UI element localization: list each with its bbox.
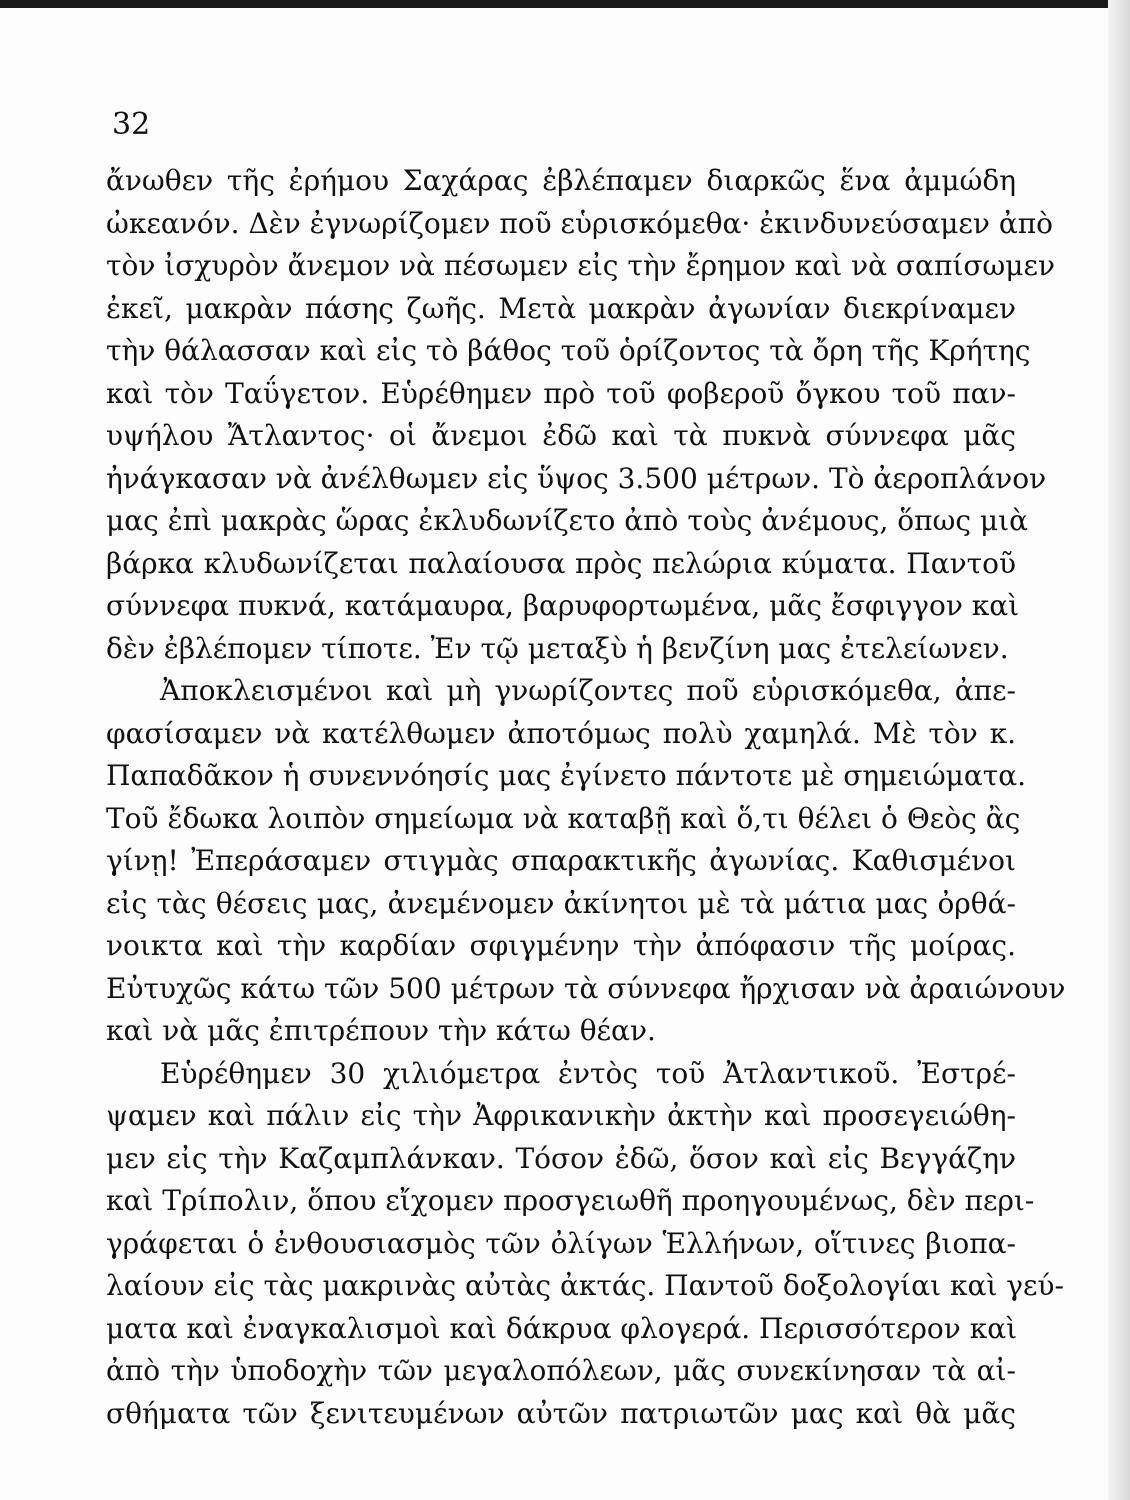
text-line: φασίσαμεν νὰ κατέλθωμεν ἀποτόμως πολὺ χαμηλά. Μὲ τὸν κ. bbox=[106, 716, 1016, 750]
text-line: Ἀποκλεισμένοι καὶ μὴ γνωρίζοντες ποῦ εὑρισκόμεθα, ἀπε- bbox=[160, 674, 1016, 707]
text-line: Εὑρέθημεν 30 χιλιόμετρα ἐντὸς τοῦ Ἀτλαντικοῦ. Ἐστρέ- bbox=[160, 1056, 1016, 1090]
text-line: καὶ νὰ μᾶς ἐπιτρέπουν τὴν κάτω θέαν. bbox=[106, 1014, 656, 1047]
body-text bbox=[106, 160, 1066, 1435]
text-line: σθήματα τῶν ξενιτευμένων αὐτῶν πατριωτῶν μας καὶ θὰ μᾶς bbox=[106, 1396, 1016, 1430]
text-line: ἄνωθεν τῆς ἐρήμου Σαχάρας ἐβλέπαμεν διαρκῶς ἕνα ἀμμώδη bbox=[106, 164, 1016, 197]
text-line: μας ἐπὶ μακρὰς ὥρας ἐκλυδωνίζετο ἀπὸ τοὺς ἀνέμους, ὅπως μιὰ bbox=[106, 504, 1029, 537]
paragraph-3 bbox=[106, 1053, 1064, 1436]
text-line: βάρκα κλυδωνίζεται παλαίουσα πρὸς πελώρια κύματα. Παντοῦ bbox=[106, 546, 1016, 580]
text-line: λαίουν εἰς τὰς μακρινὰς αὐτὰς ἀκτάς. Παντοῦ δοξολογίαι καὶ γεύ- bbox=[106, 1269, 1064, 1302]
text-line: σύννεφα πυκνά, κατάμαυρα, βαρυφορτωμένα, μᾶς ἔσφιγγον καὶ bbox=[106, 589, 1020, 622]
scan-right-edge bbox=[1108, 0, 1130, 1500]
text-line: καὶ τὸν Ταΰγετον. Εὑρέθημεν πρὸ τοῦ φοβεροῦ ὄγκου τοῦ παν- bbox=[106, 376, 1016, 410]
text-line: Εὐτυχῶς κάτω τῶν 500 μέτρων τὰ σύννεφα ἤρχισαν νὰ ἀραιώνουν bbox=[106, 971, 1066, 1005]
text-line: μεν εἰς τὴν Καζαμπλάνκαν. Τόσον ἐδῶ, ὅσον καὶ εἰς Βεγγάζην bbox=[106, 1141, 1016, 1175]
text-line: τὴν θάλασσαν καὶ εἰς τὸ βάθος τοῦ ὁρίζοντος τὰ ὄρη τῆς Κρήτης bbox=[106, 334, 1031, 367]
paragraph-1 bbox=[106, 160, 1055, 670]
text-line: Παπαδᾶκον ἡ συνεννόησίς μας ἐγίνετο πάντοτε μὲ σημειώματα. bbox=[106, 759, 1027, 792]
text-line: καὶ Τρίπολιν, ὅπου εἴχομεν προσγειωθῆ προηγουμένως, δὲν περι- bbox=[106, 1184, 1035, 1217]
text-line: υψήλου Ἄτλαντος· οἱ ἄνεμοι ἐδῶ καὶ τὰ πυκνὰ σύννεφα μᾶς bbox=[106, 419, 1016, 452]
scan-top-edge bbox=[0, 0, 1130, 8]
text-line: τὸν ἰσχυρὸν ἄνεμον νὰ πέσωμεν εἰς τὴν ἔρημον καὶ νὰ σαπίσωμεν bbox=[106, 249, 1055, 282]
text-line: Τοῦ ἔδωκα λοιπὸν σημείωμα νὰ καταβῇ καὶ ὅ,τι θέλει ὁ Θεὸς ἂς bbox=[106, 801, 1021, 835]
text-line: ἠνάγκασαν νὰ ἀνέλθωμεν εἰς ὕψος 3.500 μέτρων. Τὸ ἀεροπλάνον bbox=[106, 461, 1047, 495]
page-number: 32 bbox=[112, 107, 151, 142]
text-line: ὠκεανόν. Δὲν ἐγνωρίζομεν ποῦ εὑρισκόμεθα· ἐκινδυνεύσαμεν ἀπὸ bbox=[106, 206, 1053, 240]
text-line: ἀπὸ τὴν ὑποδοχὴν τῶν μεγαλοπόλεων, μᾶς συνεκίνησαν τὰ αἰ- bbox=[106, 1354, 1016, 1387]
text-line: ἐκεῖ, μακρὰν πάσης ζωῆς. Μετὰ μακρὰν ἀγωνίαν διεκρίναμεν bbox=[106, 291, 1016, 325]
paragraph-2 bbox=[106, 670, 1066, 1053]
text-line: ψαμεν καὶ πάλιν εἰς τὴν Ἀφρικανικὴν ἀκτὴν καὶ προσεγειώθη- bbox=[106, 1099, 1016, 1132]
text-line: γράφεται ὁ ἐνθουσιασμὸς τῶν ὀλίγων Ἑλλήνων, οἵτινες βιοπα- bbox=[106, 1226, 1016, 1260]
text-line: δὲν ἐβλέπομεν τίποτε. Ἐν τῷ μεταξὺ ἡ βενζίνη μας ἐτελείωνεν. bbox=[106, 631, 1009, 665]
text-line: γίνῃ! Ἐπεράσαμεν στιγμὰς σπαρακτικῆς ἀγωνίας. Καθισμένοι bbox=[106, 844, 1016, 877]
text-line: εἰς τὰς θέσεις μας, ἀνεμένομεν ἀκίνητοι μὲ τὰ μάτια μας ὀρθά- bbox=[106, 886, 1016, 920]
text-line: ματα καὶ ἐναγκαλισμοὶ καὶ δάκρυα φλογερά. Περισσότερον καὶ bbox=[106, 1311, 1018, 1345]
text-line: νοικτα καὶ τὴν καρδίαν σφιγμένην τὴν ἀπόφασιν τῆς μοίρας. bbox=[106, 929, 1016, 962]
